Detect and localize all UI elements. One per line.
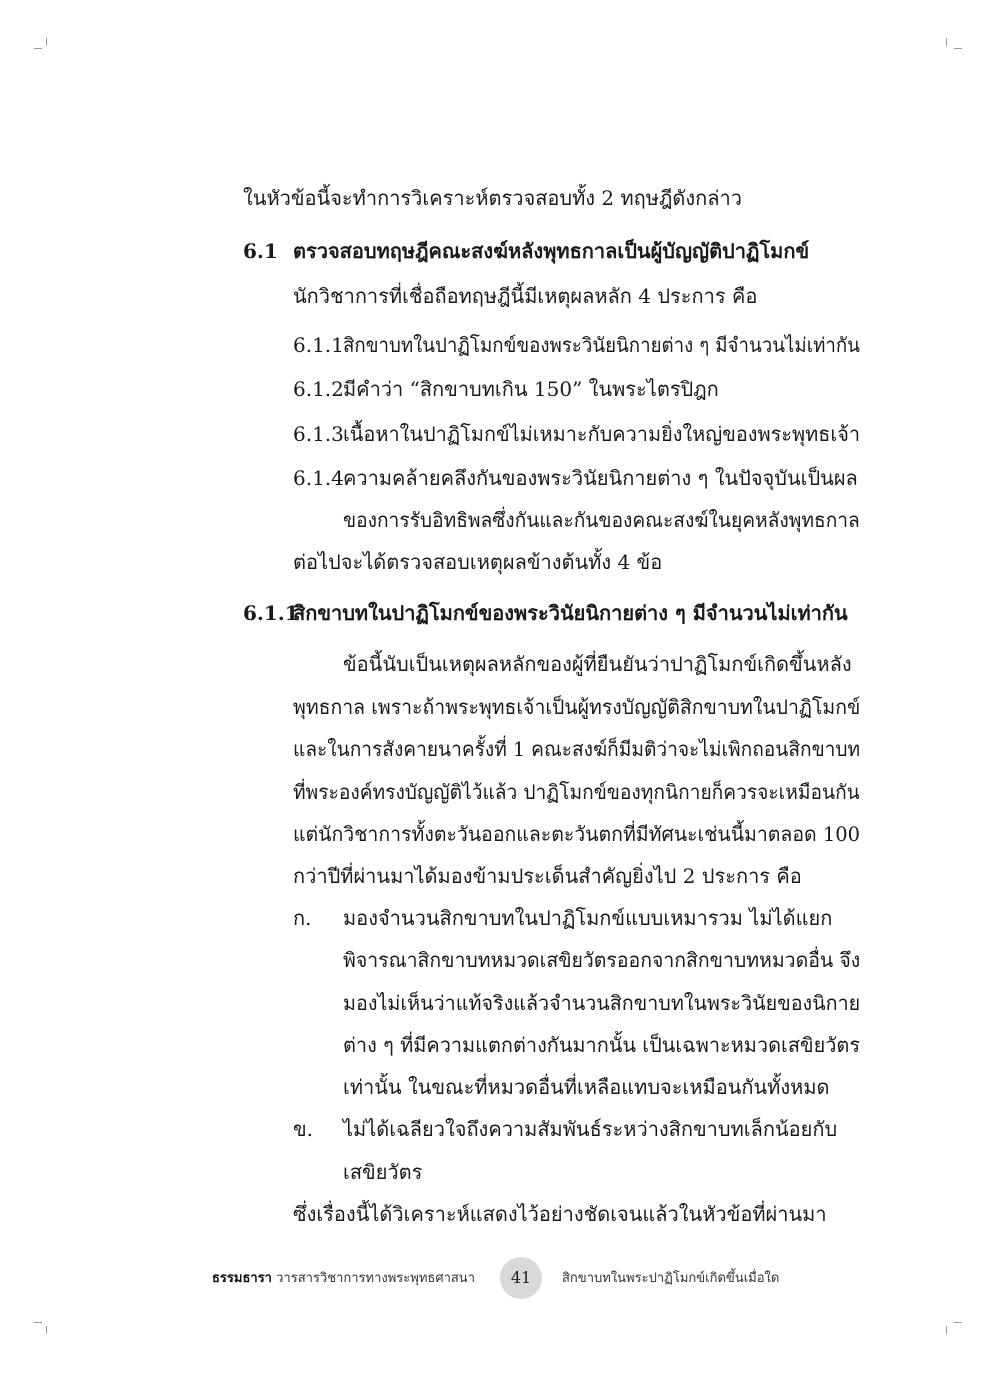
section-number: 6.1 [243,239,278,263]
section-closing: ต่อไปจะได้ตรวจสอบเหตุผลข้างต้นทั้ง 4 ข้อ [293,550,663,574]
point-line: พิจารณาสิกขาบทหมวดเสขิยวัตรออกจากสิกขาบทหมวดอื่น จึง [343,948,861,972]
conclusion-text: ซึ่งเรื่องนี้ได้วิเคราะห์แสดงไว้อย่างชัดเจนแล้วในหัวข้อที่ผ่านมา [293,1202,827,1226]
paragraph-line: ข้อนี้นับเป็นเหตุผลหลักของผู้ที่ยืนยันว่าปาฏิโมกข์เกิดขึ้นหลัง [343,652,852,676]
item-text: ความคล้ายคลึงกันของพระวินัยนิกายต่าง ๆ ในปัจจุบันเป็นผล [343,466,858,490]
item-number: 6.1.1 [293,333,344,357]
point-line: ต่าง ๆ ที่มีความแตกต่างกันมากนั้น เป็นเฉพาะหมวดเสขิยวัตร [343,1033,861,1057]
subsection-title: สิกขาบทในปาฏิโมกข์ของพระวินัยนิกายต่าง ๆ มีจำนวนไม่เท่ากัน [293,601,848,625]
item-number: 6.1.3 [293,422,344,446]
crop-mark-bottom-right [946,1322,958,1334]
point-line: มองไม่เห็นว่าแท้จริงแล้วจำนวนสิกขาบทในพระวินัยของนิกาย [343,991,861,1015]
point-label: ข. [293,1117,314,1141]
section-lead: นักวิชาการที่เชื่อถือทฤษฎีนี้มีเหตุผลหลัก 4 ประการ คือ [293,284,758,308]
point-label: ก. [293,906,312,930]
page-footer [0,1257,1000,1297]
footer-article-title: สิกขาบทในพระปาฏิโมกข์เกิดขึ้นเมื่อใด [562,1271,780,1286]
intro-text: ในหัวข้อนี้จะทำการวิเคราะห์ตรวจสอบทั้ง 2 ทฤษฎีดังกล่าว [243,186,742,210]
paragraph-line: ที่พระองค์ทรงบัญญัติไว้แล้ว ปาฏิโมกข์ของทุกนิกายก็ควรจะเหมือนกัน [293,780,860,804]
item-number: 6.1.4 [293,466,344,490]
item-text: มีคำว่า “สิกขาบทเกิน 150” ในพระไตรปิฎก [343,377,719,401]
paragraph-line: กว่าปีที่ผ่านมาได้มองข้ามประเด็นสำคัญยิ่งไป 2 ประการ คือ [293,864,802,888]
subsection-number: 6.1.1 [243,601,299,625]
journal-name: ธรรมธารา [211,1271,272,1286]
point-line: มองจำนวนสิกขาบทในปาฏิโมกข์แบบเหมารวม ไม่ได้แยก [343,906,833,930]
crop-mark-top-right [946,38,958,50]
section-title: ตรวจสอบทฤษฎีคณะสงฆ์หลังพุทธกาลเป็นผู้บัญญัติปาฏิโมกข์ [293,239,810,263]
crop-mark-bottom-left [34,1322,46,1334]
point-line: เท่านั้น ในขณะที่หมวดอื่นที่เหลือแทบจะเหมือนกันทั้งหมด [343,1075,830,1099]
journal-description: วารสารวิชาการทางพระพุทธศาสนา [276,1271,475,1286]
item-number: 6.1.2 [293,377,344,401]
paragraph-line: แต่นักวิชาการทั้งตะวันออกและตะวันตกที่มีทัศนะเช่นนี้มาตลอด 100 [293,822,860,846]
crop-mark-top-left [34,38,46,50]
paragraph-line: พุทธกาล เพราะถ้าพระพุทธเจ้าเป็นผู้ทรงบัญญัติสิกขาบทในปาฏิโมกข์ [293,695,861,719]
page-number: 41 [500,1257,542,1299]
item-continuation: ของการรับอิทธิพลซึ่งกันและกันของคณะสงฆ์ในยุคหลังพุทธกาล [343,508,860,532]
paragraph-line: และในการสังคายนาครั้งที่ 1 คณะสงฆ์ก็มีมติว่าจะไม่เพิกถอนสิกขาบท [293,737,861,761]
point-line: เสขิยวัตร [343,1160,423,1184]
point-line: ไม่ได้เฉลียวใจถึงความสัมพันธ์ระหว่างสิกขาบทเล็กน้อยกับ [343,1117,838,1141]
item-text: เนื้อหาในปาฏิโมกข์ไม่เหมาะกับความยิ่งใหญ่ของพระพุทธเจ้า [343,422,861,446]
footer-journal [212,1267,475,1288]
item-text: สิกขาบทในปาฏิโมกข์ของพระวินัยนิกายต่าง ๆ มีจำนวนไม่เท่ากัน [343,333,860,357]
